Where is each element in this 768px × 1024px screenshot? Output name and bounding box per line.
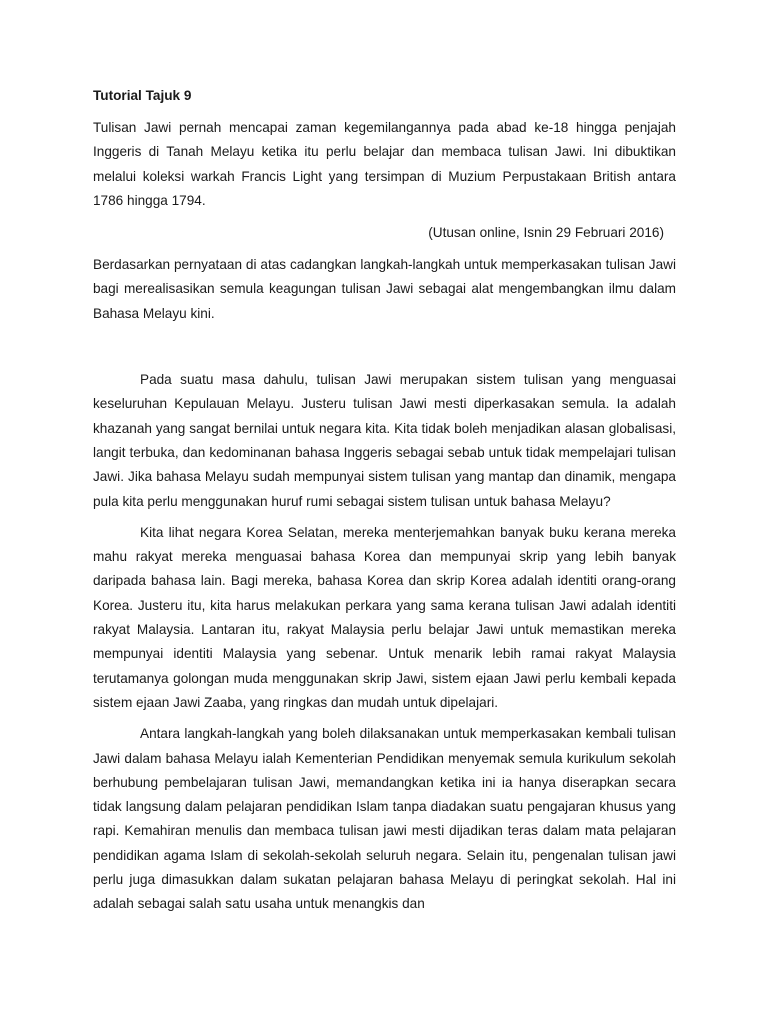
essay-paragraph-1: Pada suatu masa dahulu, tulisan Jawi merupakan sistem tulisan yang menguasai keseluruhan Kepulauan Melayu. Justeru tulisan Jawi mesti diperkasakan semula. Ia adalah khazanah yang sangat bernilai untuk negara kita. Kita tidak boleh menjadikan alasan globalisasi, langit terbuka, dan kedominanan bahasa Inggeris sebagai sebab untuk tidak mempelajari tulisan Jawi. Jika bahasa Melayu sudah mempunyai sistem tulisan yang mantap dan dinamik, mengapa pula kita perlu menggunakan huruf rumi sebagai sistem tulisan untuk bahasa Melayu?	[93, 372, 676, 509]
question-paragraph: Berdasarkan pernyataan di atas cadangkan langkah-langkah untuk memperkasakan tulisan Jawi bagi merealisasikan semula keagungan tulisan Jawi sebagai alat mengembangkan ilmu dalam Bahasa Melayu kini.	[93, 257, 676, 321]
document-title: Tutorial Tajuk 9	[93, 88, 192, 103]
essay-paragraph-3: Antara langkah-langkah yang boleh dilaksanakan untuk memperkasakan kembali tulisan Jawi dalam bahasa Melayu ialah Kementerian Pendidikan menyemak semula kurikulum sekolah berhubung pembelajaran tulisan Jawi, memandangkan ketika ini ia hanya diserapkan secara tidak langsung dalam pelajaran pendidikan Islam tanpa diadakan suatu pengajaran khusus yang rapi. Kemahiran menulis dan membaca tulisan jawi mesti dijadikan teras dalam mata pelajaran pendidikan agama Islam di sekolah-sekolah seluruh negara. Selain itu, pengenalan tulisan jawi perlu juga dimasukkan dalam sukatan pelajaran bahasa Melayu di peringkat sekolah. Hal ini adalah sebagai salah satu usaha untuk menangkis dan	[93, 726, 676, 912]
intro-paragraph: Tulisan Jawi pernah mencapai zaman kegemilangannya pada abad ke-18 hingga penjajah Inggeris di Tanah Melayu ketika itu perlu belajar dan membaca tulisan Jawi. Ini dibuktikan melalui koleksi warkah Francis Light yang tersimpan di Muzium Perpustakaan British antara 1786 hingga 1794.	[93, 120, 676, 208]
source-citation: (Utusan online, Isnin 29 Februari 2016)	[428, 225, 664, 241]
document-body	[93, 84, 676, 924]
essay-paragraph-2: Kita lihat negara Korea Selatan, mereka menterjemahkan banyak buku kerana mereka mahu rakyat mereka menguasai bahasa Korea dan mempunyai skrip yang lebih banyak daripada bahasa lain. Bagi mereka, bahasa Korea dan skrip Korea adalah identiti orang-orang Korea. Justeru itu, kita harus melakukan perkara yang sama kerana tulisan Jawi adalah identiti rakyat Malaysia. Lantaran itu, rakyat Malaysia perlu belajar Jawi untuk memastikan mereka mempunyai identiti Malaysia yang sebenar. Untuk menarik lebih ramai rakyat Malaysia terutamanya golongan muda menggunakan skrip Jawi, sistem ejaan Jawi perlu kembali kepada sistem ejaan Jawi Zaaba, yang ringkas dan mudah untuk dipelajari.	[93, 524, 676, 710]
